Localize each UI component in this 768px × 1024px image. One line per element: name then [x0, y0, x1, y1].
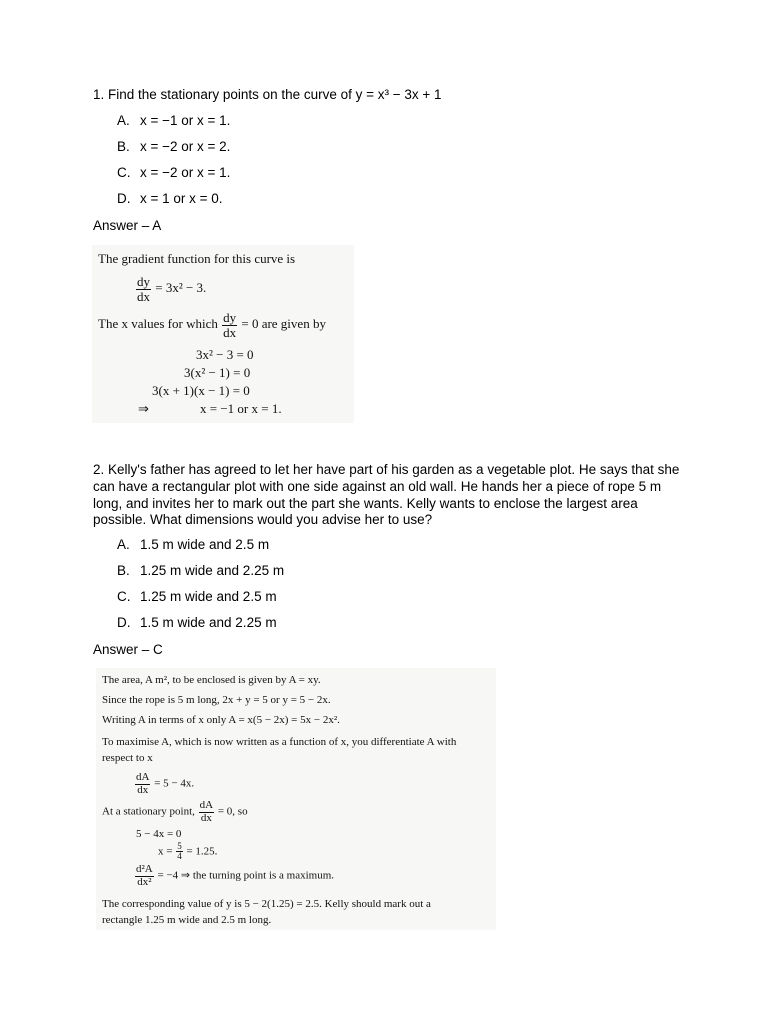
q2-sol-line2: Since the rope is 5 m long, 2x + y = 5 or y = 5 − 2x.: [102, 694, 331, 706]
question-2-text: 2. Kelly's father has agreed to let her have part of his garden as a vegetable plot. He says that she can have a rectangular plot with one side against an old wall. He hands her a piece of rope 5 m long, and invites her to mark out the part she wants. Kelly wants to enclose the largest area possible. What dimensions would you advise her to use?: [93, 462, 680, 528]
q2-sol-stationary: At a stationary point, $\frac{dA}{dx}$ = 0, so: [102, 799, 248, 824]
q1-sol-implies: ⇒: [138, 401, 149, 416]
q2-option-d: D. 1.5 m wide and 2.25 m: [117, 615, 277, 630]
q2-sol-eq2: x = $\frac{5}{4}$ = 1.25.: [158, 841, 218, 862]
q2-option-a: A. 1.5 m wide and 2.5 m: [117, 537, 270, 552]
q1-sol-step4: x = −1 or x = 1.: [200, 401, 282, 416]
q2-option-b: B. 1.25 m wide and 2.25 m: [117, 563, 285, 578]
q1-sol-step1: 3x² − 3 = 0: [196, 347, 254, 362]
q2-sol-derivative: $\frac{dA}{dx}$ = 5 − 4x.: [136, 771, 195, 796]
q1-answer: Answer – A: [93, 218, 162, 233]
q2-sol-line1: The area, A m², to be enclosed is given by A = xy.: [102, 674, 321, 686]
q1-option-c: C. x = −2 or x = 1.: [117, 165, 231, 180]
q2-sol-line3: Writing A in terms of x only A = x(5 − 2x) = 5x − 2x².: [102, 714, 340, 726]
q1-option-a: A. x = −1 or x = 1.: [117, 113, 231, 128]
q1-sol-line3: The x values for which $\frac{dy}{dx}$ = 0 are given by: [98, 310, 326, 340]
q1-sol-line1: The gradient function for this curve is: [98, 251, 296, 266]
q2-sol-line5: respect to x: [102, 752, 153, 764]
q1-solution-image: [92, 245, 354, 423]
q2-sol-conclusion-2: rectangle 1.25 m wide and 2.5 m long.: [102, 914, 272, 926]
q2-sol-line4: To maximise A, which is now written as a function of x, you differentiate A with: [102, 736, 457, 748]
q1-option-b: B. x = −2 or x = 2.: [117, 139, 231, 154]
q2-sol-second-derivative: $\frac{\text{d²A}}{\text{dx²}}$ = −4 ⇒ the turning point is a maximum.: [136, 863, 335, 888]
question-1-text: 1. Find the stationary points on the curve of y = x³ − 3x + 1: [93, 87, 442, 102]
q1-sol-derivative: $\frac{dy}{dx}$ = 3x² − 3.: [137, 274, 207, 304]
q2-sol-conclusion-1: The corresponding value of y is 5 − 2(1.25) = 2.5. Kelly should mark out a: [102, 898, 431, 910]
q2-solution-image: [96, 668, 496, 930]
q1-sol-step2: 3(x² − 1) = 0: [184, 365, 251, 380]
q2-answer: Answer – C: [93, 642, 163, 657]
q2-sol-eq1: 5 − 4x = 0: [136, 828, 182, 840]
q1-sol-step3: 3(x + 1)(x − 1) = 0: [152, 383, 250, 398]
q1-option-d: D. x = 1 or x = 0.: [117, 191, 223, 206]
q2-option-c: C. 1.25 m wide and 2.5 m: [117, 589, 277, 604]
